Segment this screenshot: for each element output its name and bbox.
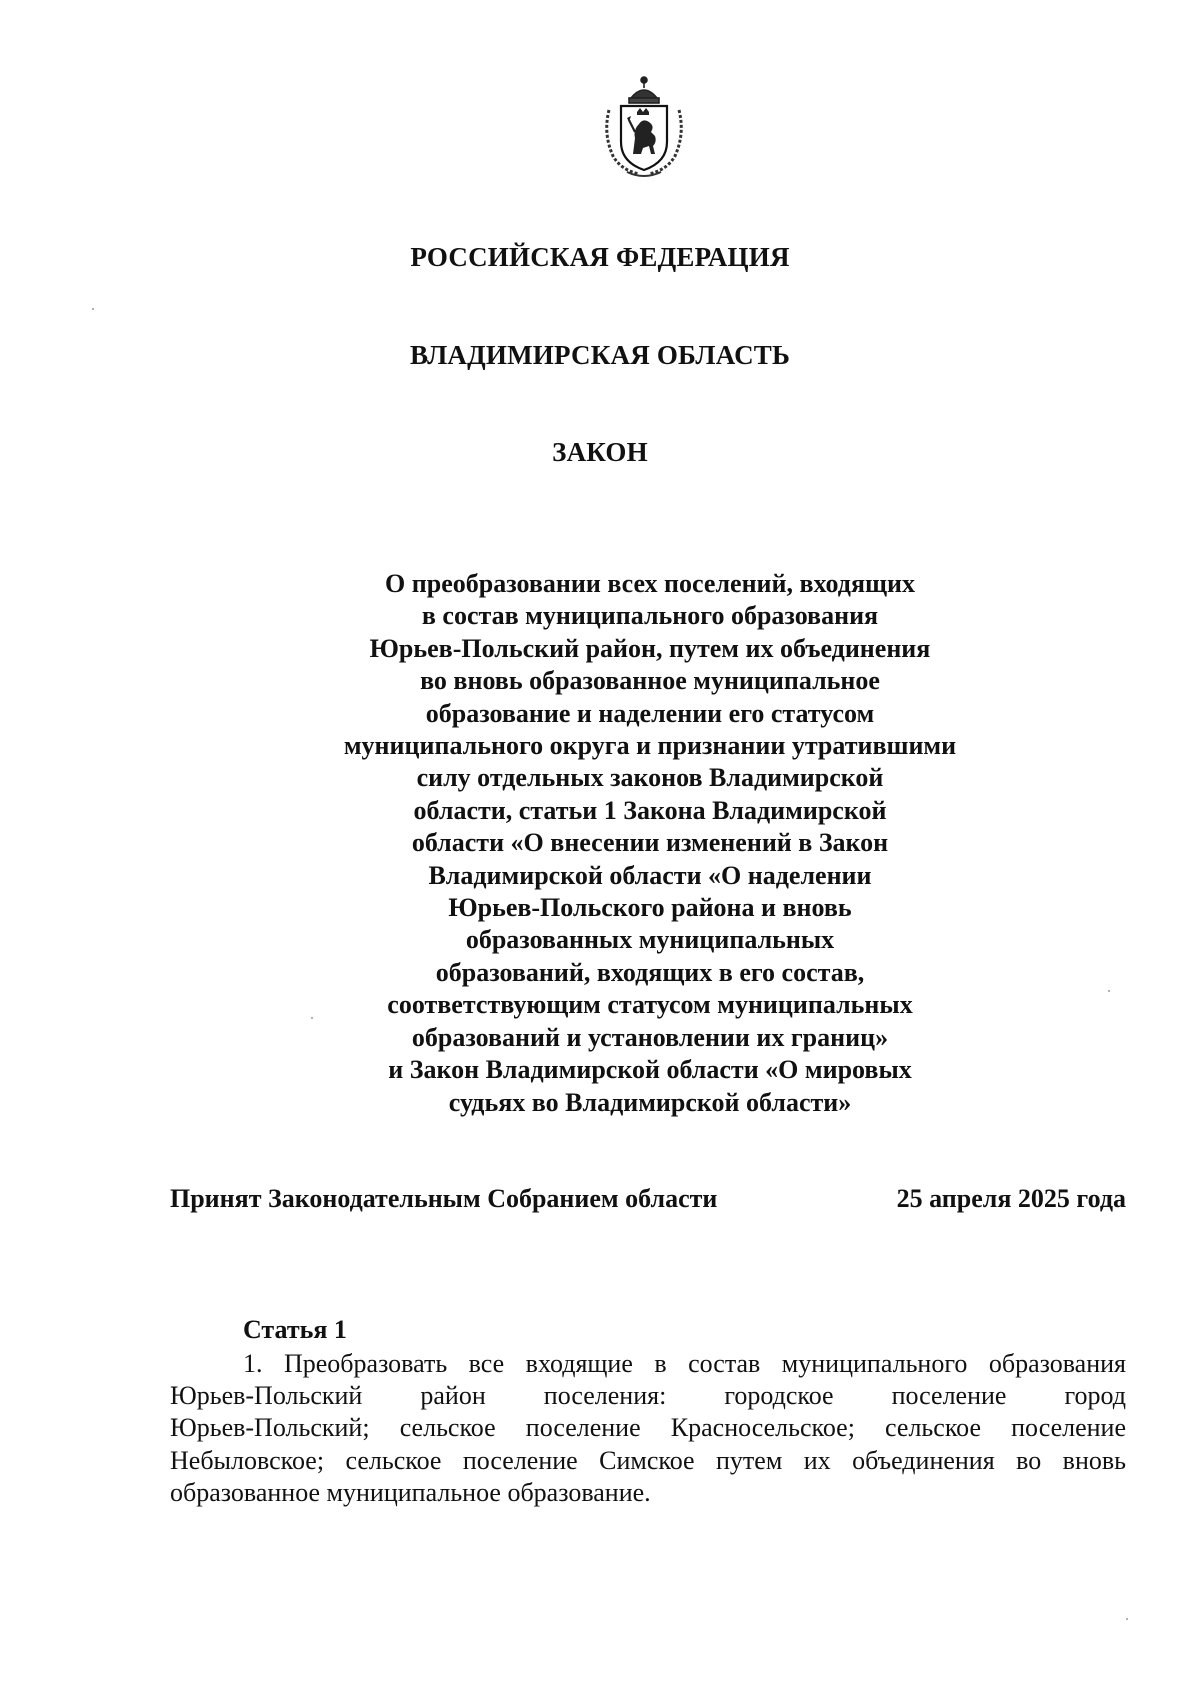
law-title-line: области, статьи 1 Закона Владимирской	[413, 795, 887, 825]
article-line: Юрьев-Польский район поселения: городское поселение город	[170, 1381, 1126, 1411]
vladimir-oblast-coat-of-arms-icon	[599, 72, 689, 180]
scan-speck	[92, 308, 94, 310]
law-title-line: образованных муниципальных	[465, 925, 835, 955]
article-line: Юрьев-Польский; сельское поселение Красносельское; сельское поселение	[170, 1413, 1126, 1443]
scan-speck	[1108, 990, 1110, 992]
law-title-line: в состав муниципального образования	[421, 601, 879, 631]
scan-speck	[311, 1017, 313, 1019]
law-title-line: области «О внесении изменений в Закон	[411, 828, 889, 858]
law-title-line: и Закон Владимирской области «О мировых	[388, 1055, 912, 1085]
country-heading: РОССИЙСКАЯ ФЕДЕРАЦИЯ	[410, 242, 790, 272]
law-title-line: Владимирской области «О наделении	[428, 860, 872, 890]
article-heading: Статья 1	[243, 1315, 347, 1344]
law-title-line: О преобразовании всех поселений, входящих	[385, 569, 915, 598]
adoption-date: 25 апреля 2025 года	[896, 1184, 1126, 1213]
adoption-line	[170, 1184, 1126, 1214]
law-title-line: Юрьев-Польский район, путем их объединения	[369, 633, 931, 663]
law-title-line: судьях во Владимирской области»	[448, 1087, 852, 1117]
article-line: 1. Преобразовать все входящие в состав муниципального образования	[243, 1349, 1126, 1378]
region-heading: ВЛАДИМИРСКАЯ ОБЛАСТЬ	[409, 340, 791, 370]
law-title-line: образование и наделении его статусом	[425, 698, 875, 728]
law-title-line: соответствующим статусом муниципальных	[387, 990, 913, 1020]
article-paragraph	[170, 1348, 1126, 1509]
law-title-line: образований, входящих в его состав,	[435, 957, 865, 987]
law-title-line: Юрьев-Польского района и вновь	[448, 893, 852, 923]
adopted-by-text: Принят Законодательным Собранием области	[170, 1184, 718, 1213]
law-title-line: образований и установлении их границ»	[411, 1022, 889, 1052]
law-title-line: во вновь образованное муниципальное	[420, 666, 880, 696]
law-title-line: муниципального округа и признании утратившими	[343, 731, 957, 761]
article-line: Небыловское; сельское поселение Симское путем их объединения во вновь	[170, 1445, 1126, 1475]
document-type-heading: ЗАКОН	[552, 437, 648, 467]
scan-speck	[1126, 1618, 1128, 1620]
law-title	[300, 568, 1000, 1119]
article-line: образованное муниципальное образование.	[170, 1477, 651, 1507]
law-title-line: силу отдельных законов Владимирской	[416, 763, 884, 793]
